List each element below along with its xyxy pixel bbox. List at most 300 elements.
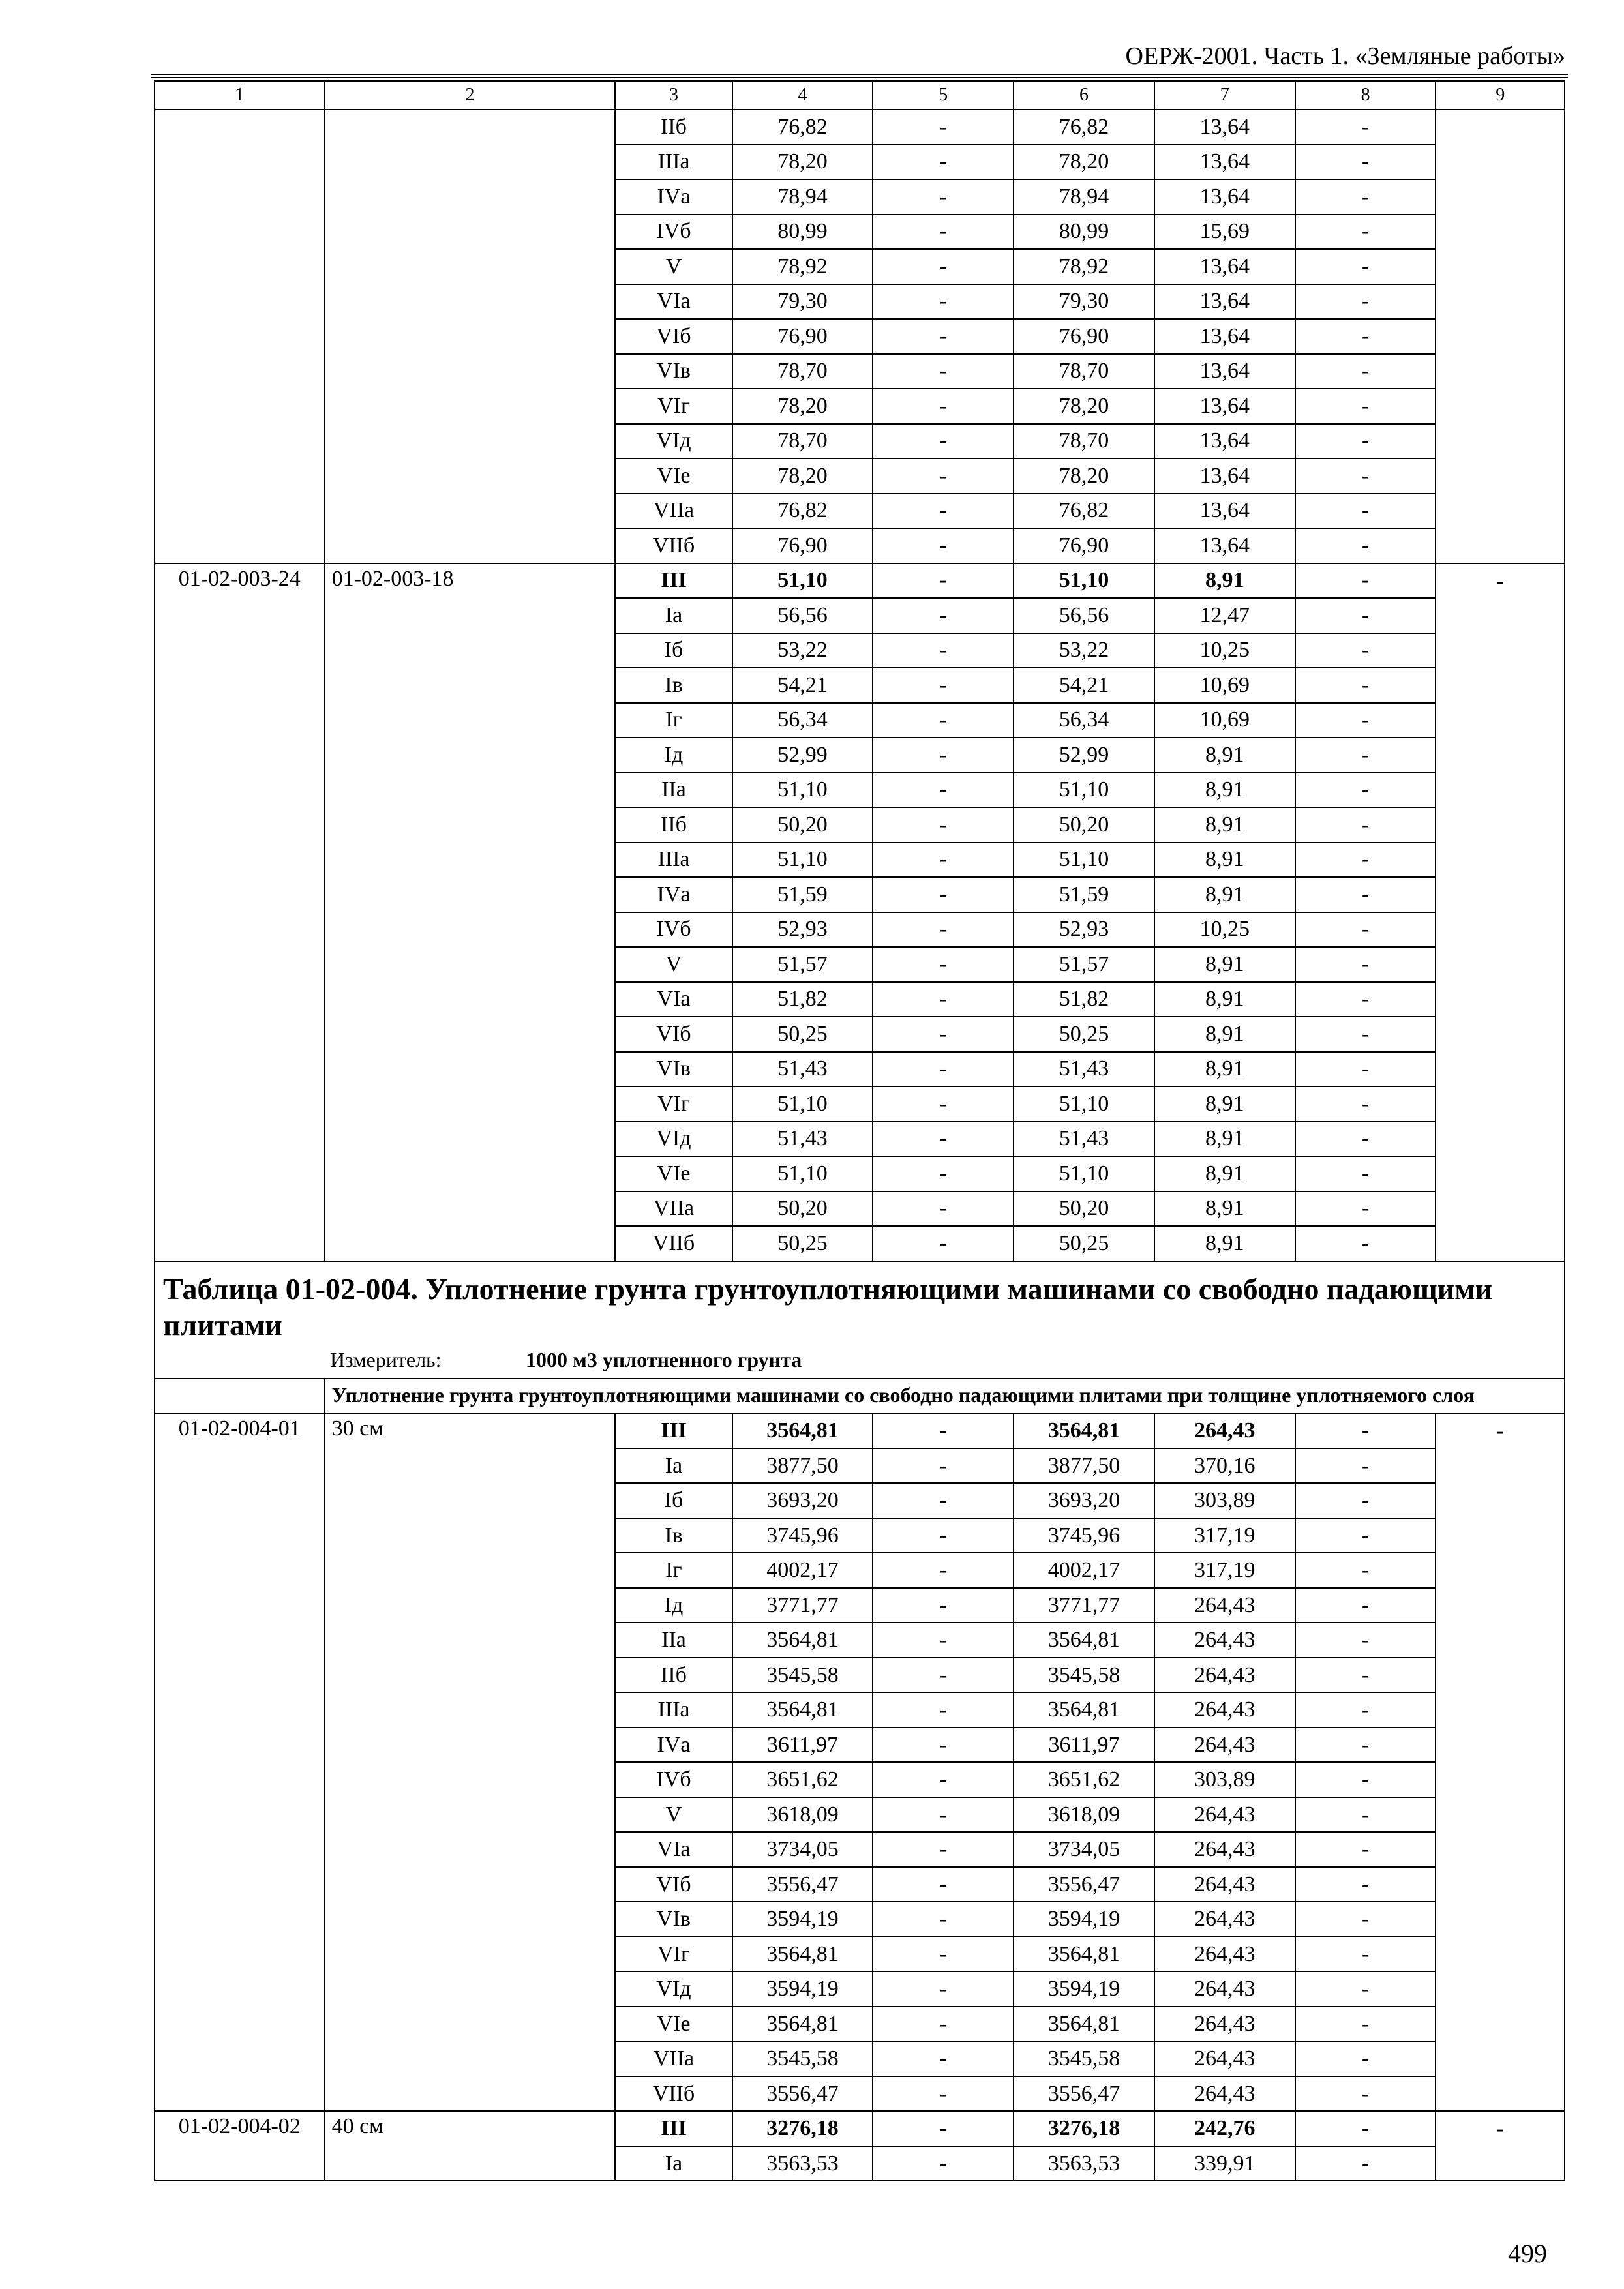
cell-col-4: 3745,96 <box>732 1518 873 1553</box>
cell-col-7: 8,91 <box>1154 1156 1295 1191</box>
cell-col-5: - <box>873 1191 1014 1227</box>
cell-col-4: 78,20 <box>732 458 873 494</box>
cell-col-3: IVб <box>615 215 732 250</box>
cell-col-7: 339,91 <box>1154 2146 1295 2181</box>
cell-col-4: 78,92 <box>732 249 873 284</box>
cell-col-5: - <box>873 773 1014 808</box>
col-num: 7 <box>1154 81 1295 110</box>
cell-col-7: 264,43 <box>1154 1971 1295 2007</box>
cell-col-6: 3734,05 <box>1014 1832 1154 1867</box>
cell-col-4: 80,99 <box>732 215 873 250</box>
cell-col-5: - <box>873 2076 1014 2112</box>
cell-col-7: 8,91 <box>1154 1052 1295 1087</box>
cell-col-6: 3771,77 <box>1014 1588 1154 1623</box>
cell-col-3: III <box>615 1413 732 1448</box>
cell-col-3: Iа <box>615 1448 732 1484</box>
rate-code: 01-02-004-01 <box>155 1413 325 2111</box>
col-num: 5 <box>873 81 1014 110</box>
subheading: Уплотнение грунта грунтоуплотняющими машинами со свободно падающими плитами при толщине уплотняемого слоя <box>325 1379 1565 1414</box>
cell-col-3: III <box>615 2111 732 2146</box>
cell-col-8: - <box>1295 1658 1436 1693</box>
cell-col-5: - <box>873 1832 1014 1867</box>
cell-col-8: - <box>1295 1191 1436 1227</box>
cell-col-5: - <box>873 424 1014 459</box>
cell-col-3: VIг <box>615 389 732 424</box>
cell-col-4: 51,59 <box>732 877 873 912</box>
cell-col-5: - <box>873 982 1014 1017</box>
cell-col-4: 52,93 <box>732 912 873 948</box>
cell-col-6: 52,93 <box>1014 912 1154 948</box>
cell-col-3: V <box>615 1797 732 1833</box>
cell-col-3: V <box>615 947 732 982</box>
rate-description <box>325 110 616 563</box>
cell-col-5: - <box>873 1413 1014 1448</box>
cell-col-4: 3734,05 <box>732 1832 873 1867</box>
cell-col-6: 51,10 <box>1014 1156 1154 1191</box>
cell-col-5: - <box>873 1971 1014 2007</box>
cell-col-8: - <box>1295 424 1436 459</box>
cell-col-4: 78,20 <box>732 389 873 424</box>
table-title: Таблица 01-02-004. Уплотнение грунта грунтоуплотняющими машинами со свободно падающими плитами <box>155 1261 1565 1347</box>
cell-col-8: - <box>1295 2041 1436 2076</box>
cell-col-8: - <box>1295 1623 1436 1658</box>
unit-row <box>155 1347 1565 1379</box>
cell-col-4: 3611,97 <box>732 1728 873 1763</box>
table-body <box>155 81 1565 2181</box>
cell-col-7: 264,43 <box>1154 1797 1295 1833</box>
cell-col-6: 54,21 <box>1014 668 1154 703</box>
cell-col-8: - <box>1295 145 1436 180</box>
cell-col-4: 3564,81 <box>732 1413 873 1448</box>
cell-col-6: 3594,19 <box>1014 1902 1154 1937</box>
cell-col-7: 264,43 <box>1154 1902 1295 1937</box>
col-num: 8 <box>1295 81 1436 110</box>
cell-col-8: - <box>1295 1086 1436 1122</box>
table-row <box>155 110 1565 145</box>
cell-col-3: IIб <box>615 807 732 843</box>
cell-col-8: - <box>1295 215 1436 250</box>
cell-col-4: 54,21 <box>732 668 873 703</box>
cell-col-6: 78,92 <box>1014 249 1154 284</box>
cell-col-7: 13,64 <box>1154 145 1295 180</box>
cell-col-7: 13,64 <box>1154 458 1295 494</box>
cell-col-4: 50,25 <box>732 1017 873 1052</box>
cell-col-5: - <box>873 2041 1014 2076</box>
cell-col-4: 3563,53 <box>732 2146 873 2181</box>
cell-col-7: 8,91 <box>1154 1086 1295 1122</box>
cell-col-5: - <box>873 1797 1014 1833</box>
cell-col-5: - <box>873 1156 1014 1191</box>
subheading-spacer <box>155 1379 325 1414</box>
cell-col-5: - <box>873 528 1014 563</box>
cell-col-7: 13,64 <box>1154 284 1295 320</box>
cell-col-8: - <box>1295 1797 1436 1833</box>
cell-col-3: IIа <box>615 773 732 808</box>
cell-col-4: 3276,18 <box>732 2111 873 2146</box>
cell-col-4: 51,10 <box>732 773 873 808</box>
cell-col-8: - <box>1295 1052 1436 1087</box>
cell-col-7: 8,91 <box>1154 773 1295 808</box>
cell-col-4: 3877,50 <box>732 1448 873 1484</box>
cell-col-8: - <box>1295 110 1436 145</box>
cell-col-5: - <box>873 1518 1014 1553</box>
cell-col-5: - <box>873 2007 1014 2042</box>
cell-col-5: - <box>873 354 1014 389</box>
cell-col-7: 8,91 <box>1154 843 1295 878</box>
cell-col-3: Iг <box>615 703 732 738</box>
unit-value: 1000 м3 уплотненного грунта <box>526 1347 802 1371</box>
cell-col-8: - <box>1295 807 1436 843</box>
cell-col-4: 52,99 <box>732 738 873 773</box>
cell-col-8: - <box>1295 319 1436 354</box>
cell-col-3: VIб <box>615 319 732 354</box>
cell-col-6: 51,43 <box>1014 1122 1154 1157</box>
cell-col-5: - <box>873 389 1014 424</box>
cell-col-4: 51,43 <box>732 1122 873 1157</box>
cell-col-5: - <box>873 1553 1014 1588</box>
cell-col-5: - <box>873 877 1014 912</box>
rate-code: 01-02-004-02 <box>155 2111 325 2181</box>
cell-col-4: 50,20 <box>732 1191 873 1227</box>
cell-col-4: 56,34 <box>732 703 873 738</box>
cell-col-5: - <box>873 1937 1014 1972</box>
col-num: 9 <box>1436 81 1565 110</box>
subheading-row <box>155 1379 1565 1414</box>
rate-code: 01-02-003-24 <box>155 563 325 1261</box>
cell-col-3: VIе <box>615 458 732 494</box>
cell-col-4: 53,22 <box>732 633 873 668</box>
cell-col-3: Iв <box>615 1518 732 1553</box>
cell-col-8: - <box>1295 284 1436 320</box>
cell-col-4: 51,10 <box>732 1086 873 1122</box>
cell-col-7: 13,64 <box>1154 424 1295 459</box>
table-row <box>155 2111 1565 2146</box>
running-header: ОЕРЖ-2001. Часть 1. «Земляные работы» <box>1125 42 1565 70</box>
cell-col-6: 56,34 <box>1014 703 1154 738</box>
col-num: 3 <box>615 81 732 110</box>
cell-col-6: 3745,96 <box>1014 1518 1154 1553</box>
cell-col-3: Iб <box>615 1483 732 1518</box>
cell-col-5: - <box>873 633 1014 668</box>
cell-col-6: 51,82 <box>1014 982 1154 1017</box>
cell-col-6: 3545,58 <box>1014 1658 1154 1693</box>
cell-col-9: - <box>1436 563 1565 1261</box>
cell-col-3: IIа <box>615 1623 732 1658</box>
cell-col-7: 317,19 <box>1154 1518 1295 1553</box>
cell-col-8: - <box>1295 1692 1436 1728</box>
cell-col-8: - <box>1295 2007 1436 2042</box>
cell-col-7: 264,43 <box>1154 2076 1295 2112</box>
cell-col-4: 78,70 <box>732 354 873 389</box>
cell-col-6: 3564,81 <box>1014 1937 1154 1972</box>
cell-col-4: 78,94 <box>732 179 873 215</box>
cell-col-8: - <box>1295 877 1436 912</box>
cell-col-8: - <box>1295 1226 1436 1261</box>
col-num: 1 <box>155 81 325 110</box>
cell-col-5: - <box>873 1052 1014 1087</box>
cell-col-3: IIб <box>615 1658 732 1693</box>
cell-col-6: 4002,17 <box>1014 1553 1154 1588</box>
cell-col-7: 8,91 <box>1154 1226 1295 1261</box>
cell-col-4: 3564,81 <box>732 1937 873 1972</box>
cell-col-8: - <box>1295 738 1436 773</box>
cell-col-5: - <box>873 563 1014 599</box>
cell-col-8: - <box>1295 982 1436 1017</box>
cell-col-7: 12,47 <box>1154 598 1295 633</box>
cell-col-3: Iб <box>615 633 732 668</box>
cell-col-8: - <box>1295 843 1436 878</box>
rate-description: 30 см <box>325 1413 616 2111</box>
cell-col-3: IVб <box>615 912 732 948</box>
cell-col-6: 3651,62 <box>1014 1762 1154 1797</box>
cell-col-5: - <box>873 1226 1014 1261</box>
cell-col-3: IVа <box>615 877 732 912</box>
cell-col-6: 3693,20 <box>1014 1483 1154 1518</box>
cell-col-6: 53,22 <box>1014 633 1154 668</box>
cell-col-6: 52,99 <box>1014 738 1154 773</box>
cell-col-5: - <box>873 807 1014 843</box>
cell-col-4: 4002,17 <box>732 1553 873 1588</box>
cell-col-8: - <box>1295 1122 1436 1157</box>
cell-col-7: 13,64 <box>1154 354 1295 389</box>
cell-col-6: 78,70 <box>1014 424 1154 459</box>
cell-col-3: VIг <box>615 1937 732 1972</box>
cell-col-3: Iд <box>615 738 732 773</box>
cell-col-8: - <box>1295 2111 1436 2146</box>
cell-col-5: - <box>873 1588 1014 1623</box>
cell-col-4: 3771,77 <box>732 1588 873 1623</box>
cell-col-6: 51,59 <box>1014 877 1154 912</box>
cell-col-5: - <box>873 284 1014 320</box>
cell-col-6: 78,70 <box>1014 354 1154 389</box>
cell-col-3: III <box>615 563 732 599</box>
cell-col-9: - <box>1436 1413 1565 2111</box>
cell-col-4: 76,82 <box>732 494 873 529</box>
rate-code <box>155 110 325 563</box>
unit-cell <box>155 1347 1565 1379</box>
cell-col-4: 79,30 <box>732 284 873 320</box>
cell-col-6: 3545,58 <box>1014 2041 1154 2076</box>
cell-col-6: 78,20 <box>1014 458 1154 494</box>
cell-col-3: V <box>615 249 732 284</box>
cell-col-4: 56,56 <box>732 598 873 633</box>
cell-col-8: - <box>1295 1448 1436 1484</box>
col-num: 2 <box>325 81 616 110</box>
cell-col-4: 50,20 <box>732 807 873 843</box>
cell-col-8: - <box>1295 1728 1436 1763</box>
cell-col-4: 51,10 <box>732 1156 873 1191</box>
cell-col-4: 76,82 <box>732 110 873 145</box>
cell-col-8: - <box>1295 1588 1436 1623</box>
cell-col-4: 3545,58 <box>732 2041 873 2076</box>
cell-col-3: VIд <box>615 1971 732 2007</box>
cell-col-3: VIг <box>615 1086 732 1122</box>
rates-table <box>154 80 1565 2181</box>
cell-col-8: - <box>1295 563 1436 599</box>
cell-col-4: 3618,09 <box>732 1797 873 1833</box>
cell-col-7: 8,91 <box>1154 1017 1295 1052</box>
cell-col-5: - <box>873 738 1014 773</box>
cell-col-7: 264,43 <box>1154 2041 1295 2076</box>
cell-col-3: VIIа <box>615 1191 732 1227</box>
cell-col-3: VIа <box>615 1832 732 1867</box>
cell-col-3: VIIб <box>615 528 732 563</box>
cell-col-7: 8,91 <box>1154 947 1295 982</box>
cell-col-3: Iг <box>615 1553 732 1588</box>
cell-col-7: 10,69 <box>1154 703 1295 738</box>
cell-col-5: - <box>873 2111 1014 2146</box>
cell-col-6: 51,10 <box>1014 563 1154 599</box>
rate-description: 01-02-003-18 <box>325 563 616 1261</box>
col-num: 4 <box>732 81 873 110</box>
cell-col-6: 76,90 <box>1014 528 1154 563</box>
page-number: 499 <box>1508 2239 1547 2268</box>
cell-col-6: 3611,97 <box>1014 1728 1154 1763</box>
cell-col-5: - <box>873 912 1014 948</box>
cell-col-7: 264,43 <box>1154 1937 1295 1972</box>
cell-col-7: 264,43 <box>1154 1867 1295 1902</box>
cell-col-9: - <box>1436 2111 1565 2181</box>
cell-col-5: - <box>873 1483 1014 1518</box>
cell-col-8: - <box>1295 1762 1436 1797</box>
cell-col-4: 3594,19 <box>732 1902 873 1937</box>
cell-col-3: IIб <box>615 110 732 145</box>
cell-col-8: - <box>1295 633 1436 668</box>
cell-col-8: - <box>1295 458 1436 494</box>
cell-col-4: 3556,47 <box>732 2076 873 2112</box>
cell-col-3: VIа <box>615 284 732 320</box>
column-number-row <box>155 81 1565 110</box>
table-row <box>155 563 1565 599</box>
cell-col-6: 3564,81 <box>1014 2007 1154 2042</box>
cell-col-6: 78,94 <box>1014 179 1154 215</box>
cell-col-6: 3877,50 <box>1014 1448 1154 1484</box>
cell-col-3: VIе <box>615 2007 732 2042</box>
cell-col-5: - <box>873 598 1014 633</box>
cell-col-8: - <box>1295 528 1436 563</box>
rate-description: 40 см <box>325 2111 616 2181</box>
cell-col-5: - <box>873 2146 1014 2181</box>
cell-col-3: IIIа <box>615 1692 732 1728</box>
cell-col-3: VIв <box>615 354 732 389</box>
cell-col-7: 303,89 <box>1154 1762 1295 1797</box>
cell-col-8: - <box>1295 1937 1436 1972</box>
cell-col-5: - <box>873 947 1014 982</box>
cell-col-8: - <box>1295 249 1436 284</box>
cell-col-6: 50,25 <box>1014 1226 1154 1261</box>
cell-col-3: Iа <box>615 598 732 633</box>
cell-col-5: - <box>873 1017 1014 1052</box>
cell-col-5: - <box>873 179 1014 215</box>
cell-col-7: 242,76 <box>1154 2111 1295 2146</box>
cell-col-4: 3564,81 <box>732 2007 873 2042</box>
cell-col-6: 76,82 <box>1014 110 1154 145</box>
cell-col-3: Iа <box>615 2146 732 2181</box>
cell-col-3: VIе <box>615 1156 732 1191</box>
cell-col-9 <box>1436 110 1565 563</box>
cell-col-7: 264,43 <box>1154 1658 1295 1693</box>
cell-col-5: - <box>873 145 1014 180</box>
cell-col-6: 3564,81 <box>1014 1413 1154 1448</box>
cell-col-7: 13,64 <box>1154 528 1295 563</box>
cell-col-7: 264,43 <box>1154 1623 1295 1658</box>
cell-col-7: 317,19 <box>1154 1553 1295 1588</box>
cell-col-6: 3618,09 <box>1014 1797 1154 1833</box>
cell-col-4: 3564,81 <box>732 1692 873 1728</box>
cell-col-3: VIв <box>615 1052 732 1087</box>
cell-col-7: 8,91 <box>1154 1122 1295 1157</box>
cell-col-3: VIIа <box>615 2041 732 2076</box>
cell-col-8: - <box>1295 1832 1436 1867</box>
cell-col-4: 76,90 <box>732 319 873 354</box>
cell-col-4: 78,70 <box>732 424 873 459</box>
header-rule-double <box>151 77 1568 78</box>
cell-col-8: - <box>1295 703 1436 738</box>
cell-col-3: IVа <box>615 1728 732 1763</box>
cell-col-5: - <box>873 668 1014 703</box>
cell-col-8: - <box>1295 947 1436 982</box>
cell-col-8: - <box>1295 1413 1436 1448</box>
cell-col-8: - <box>1295 354 1436 389</box>
cell-col-6: 80,99 <box>1014 215 1154 250</box>
cell-col-6: 3594,19 <box>1014 1971 1154 2007</box>
cell-col-7: 303,89 <box>1154 1483 1295 1518</box>
cell-col-5: - <box>873 110 1014 145</box>
cell-col-6: 51,43 <box>1014 1052 1154 1087</box>
cell-col-3: IIIа <box>615 145 732 180</box>
cell-col-3: VIб <box>615 1867 732 1902</box>
cell-col-3: Iд <box>615 1588 732 1623</box>
cell-col-7: 8,91 <box>1154 1191 1295 1227</box>
table-title-row <box>155 1261 1565 1347</box>
cell-col-7: 8,91 <box>1154 877 1295 912</box>
cell-col-4: 51,10 <box>732 843 873 878</box>
cell-col-4: 3693,20 <box>732 1483 873 1518</box>
cell-col-8: - <box>1295 1971 1436 2007</box>
cell-col-4: 51,43 <box>732 1052 873 1087</box>
cell-col-4: 3651,62 <box>732 1762 873 1797</box>
cell-col-4: 3564,81 <box>732 1623 873 1658</box>
cell-col-8: - <box>1295 389 1436 424</box>
cell-col-6: 78,20 <box>1014 145 1154 180</box>
cell-col-5: - <box>873 1658 1014 1693</box>
cell-col-3: Iв <box>615 668 732 703</box>
cell-col-6: 3556,47 <box>1014 2076 1154 2112</box>
cell-col-7: 8,91 <box>1154 738 1295 773</box>
cell-col-3: VIа <box>615 982 732 1017</box>
cell-col-6: 3563,53 <box>1014 2146 1154 2181</box>
cell-col-8: - <box>1295 773 1436 808</box>
cell-col-5: - <box>873 319 1014 354</box>
cell-col-6: 76,82 <box>1014 494 1154 529</box>
cell-col-6: 3556,47 <box>1014 1867 1154 1902</box>
cell-col-4: 3594,19 <box>732 1971 873 2007</box>
cell-col-5: - <box>873 1692 1014 1728</box>
cell-col-7: 8,91 <box>1154 982 1295 1017</box>
cell-col-5: - <box>873 1448 1014 1484</box>
cell-col-3: VIд <box>615 424 732 459</box>
cell-col-6: 3276,18 <box>1014 2111 1154 2146</box>
cell-col-8: - <box>1295 912 1436 948</box>
cell-col-3: VIIб <box>615 1226 732 1261</box>
cell-col-7: 15,69 <box>1154 215 1295 250</box>
cell-col-5: - <box>873 494 1014 529</box>
cell-col-7: 264,43 <box>1154 1588 1295 1623</box>
cell-col-4: 51,10 <box>732 563 873 599</box>
cell-col-7: 264,43 <box>1154 1413 1295 1448</box>
cell-col-4: 50,25 <box>732 1226 873 1261</box>
header-rule <box>151 74 1568 75</box>
